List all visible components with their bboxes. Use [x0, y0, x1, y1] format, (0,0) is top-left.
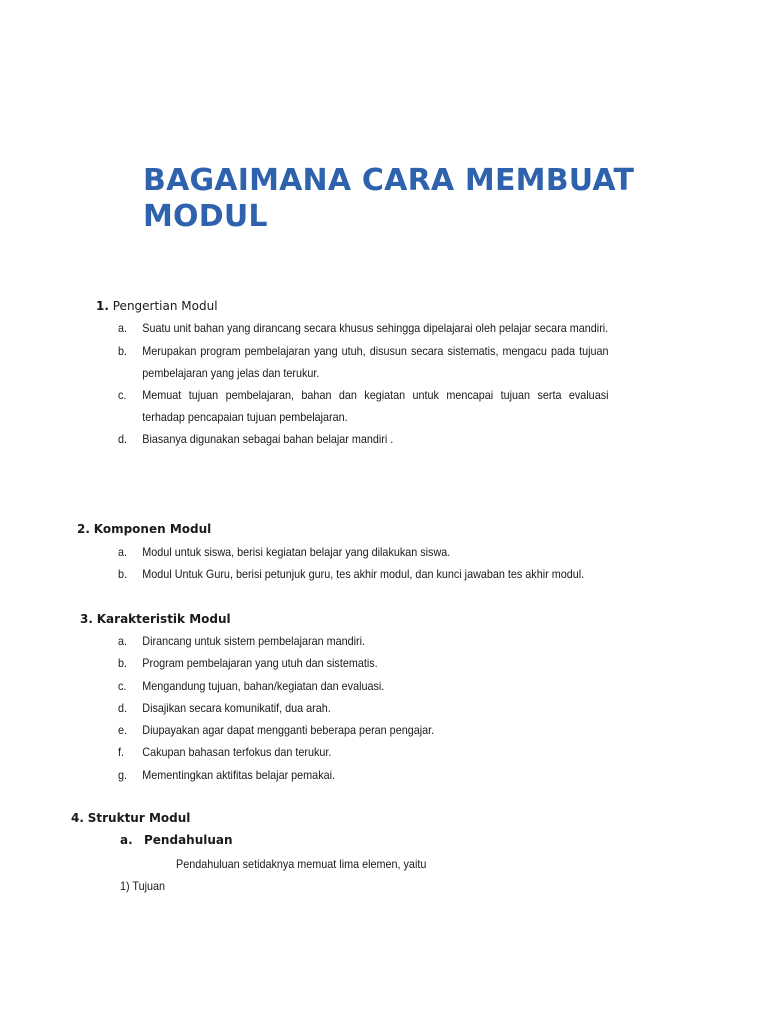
section-heading-label: Struktur Modul — [87, 811, 191, 825]
list-item: a. Dirancang untuk sistem pembelajaran mandiri. — [118, 634, 366, 648]
list-item: b. Program pembelajaran yang utuh dan sistematis. — [118, 656, 378, 670]
list-item: b. Merupakan program pembelajaran yang utuh, disusun secara sistematis, mengacu pada tujuan pembelajaran yang jelas dan terukur. — [118, 344, 609, 380]
list-item: d. Disajikan secara komunikatif, dua arah. — [118, 701, 331, 715]
numbered-point: 1) Tujuan — [120, 879, 166, 893]
list-item: g. Mementingkan aktifitas belajar pemakai. — [118, 768, 335, 782]
list-item: a. Suatu unit bahan yang dirancang secara khusus sehingga dipelajarai oleh pelajar secara mandiri. — [118, 321, 609, 335]
section-heading-2: 2. Komponen Modul — [77, 522, 212, 536]
subsection-label: Pendahuluan — [144, 833, 233, 847]
list-item: f. Cakupan bahasan terfokus dan terukur. — [118, 745, 332, 759]
section-heading-label: Komponen Modul — [93, 522, 212, 536]
list-item: c. Mengandung tujuan, bahan/kegiatan dan evaluasi. — [118, 679, 385, 693]
document-title — [143, 163, 703, 235]
section-heading-1: 1. Pengertian Modul — [96, 299, 218, 313]
subsection-heading: a. Pendahuluan — [120, 833, 233, 847]
list-item: d. Biasanya digunakan sebagai bahan belajar mandiri . — [118, 432, 394, 446]
section-heading-3: 3. Karakteristik Modul — [80, 612, 231, 626]
list-item: b. Modul Untuk Guru, berisi petunjuk guru, tes akhir modul, dan kunci jawaban tes akhir modul. — [118, 567, 585, 581]
section-heading-4: 4. Struktur Modul — [71, 811, 191, 825]
title-line-1: BAGAIMANA CARA MEMBUAT — [143, 163, 635, 198]
subsection-intro: Pendahuluan setidaknya memuat lima elemen, yaitu — [176, 857, 427, 871]
section-heading-label: Pengertian Modul — [112, 299, 218, 313]
title-line-2: MODUL — [143, 199, 268, 234]
list-item: c. Memuat tujuan pembelajaran, bahan dan kegiatan untuk mencapai tujuan serta evaluasi terhadap pencapaian tujuan pembelajaran. — [118, 388, 609, 424]
list-item: e. Diupayakan agar dapat mengganti beberapa peran pengajar. — [118, 723, 435, 737]
section-heading-label: Karakteristik Modul — [96, 612, 231, 626]
list-item: a. Modul untuk siswa, berisi kegiatan belajar yang dilakukan siswa. — [118, 545, 451, 559]
